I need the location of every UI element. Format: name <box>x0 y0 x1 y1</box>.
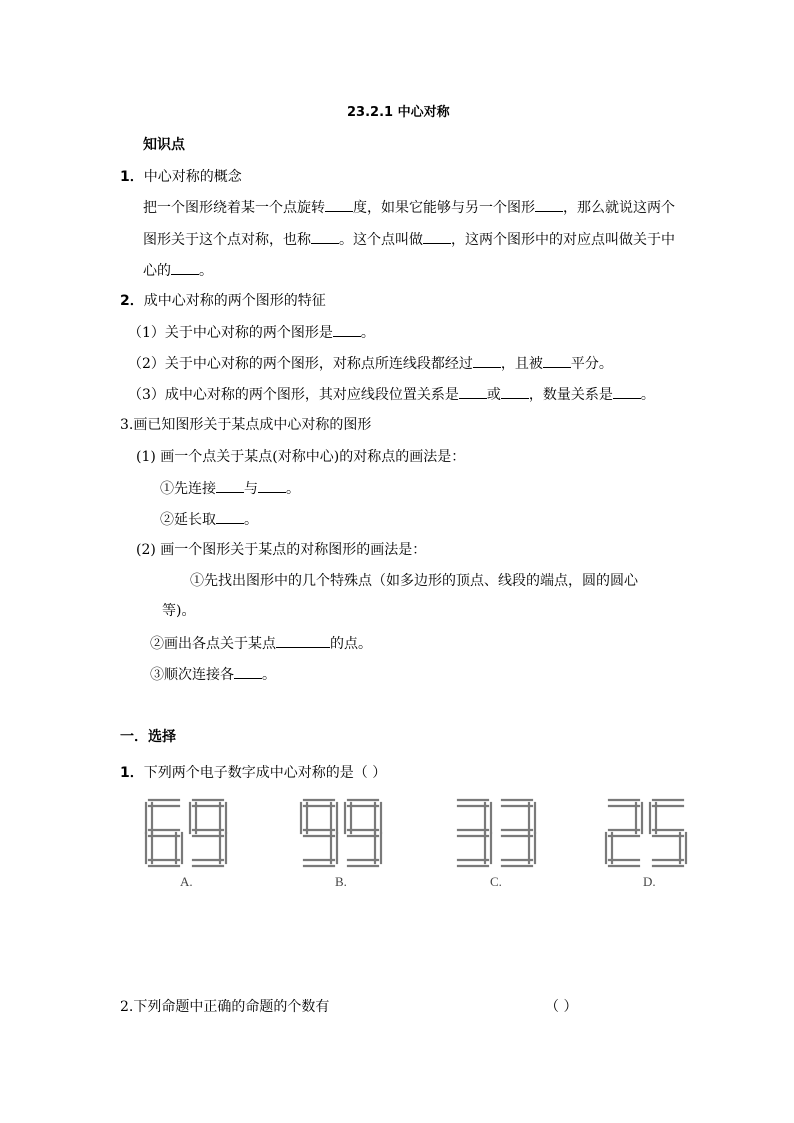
question-1-text: 下列两个电子数字成中心对称的是（ ） <box>143 765 387 781</box>
option-d-label: D. <box>643 874 656 889</box>
option-a-digits <box>143 797 231 869</box>
s2-item-2 <box>128 354 613 373</box>
text: 平分。 <box>570 356 613 372</box>
question-2-answer-paren: （ ） <box>545 999 578 1015</box>
text: ①先连接 <box>160 481 216 497</box>
text: （2）关于中心对称的两个图形，对称点所连线段都经过 <box>128 356 473 372</box>
s1-line-3 <box>143 261 213 280</box>
blank <box>171 261 199 275</box>
section-1-number: 1． <box>120 169 144 185</box>
question-1 <box>120 764 386 782</box>
text: 图形关于这个点对称，也称 <box>143 232 311 248</box>
s1-line-2 <box>143 230 675 249</box>
text: ，那么就说这两个 <box>563 200 675 216</box>
section-1-title: 中心对称的概念 <box>143 169 242 185</box>
question-2: 2.下列命题中正确的命题的个数有 <box>120 999 330 1015</box>
seven-segment-digit-icon <box>452 797 540 869</box>
text: （1）关于中心对称的两个图形是 <box>128 325 333 341</box>
s3-sub-2: (2) 画一个图形关于某点的对称图形的画法是： <box>136 542 427 558</box>
section-2-heading <box>120 292 326 310</box>
text: 。 <box>640 387 655 403</box>
text: 。 <box>360 325 375 341</box>
blank <box>333 323 361 337</box>
text: 。这个点叫做 <box>339 232 423 248</box>
text: 。 <box>199 263 213 279</box>
text: ③顺次连接各 <box>150 667 234 683</box>
blank <box>473 354 501 368</box>
option-c-label: C. <box>490 874 502 889</box>
blank <box>311 230 339 244</box>
text: 。 <box>286 481 300 497</box>
blank <box>325 198 353 212</box>
blank <box>423 230 451 244</box>
text: （3）成中心对称的两个图形，其对应线段位置关系是 <box>128 387 459 403</box>
option-b-digits <box>298 797 386 869</box>
s2-item-3 <box>128 385 655 404</box>
s3-sub-2-step-c <box>150 665 276 684</box>
s2-item-1 <box>128 323 375 342</box>
blank <box>258 479 286 493</box>
blank <box>216 479 244 493</box>
section-2-number: 2． <box>120 293 144 309</box>
text: ，数量关系是 <box>528 387 613 403</box>
seven-segment-digit-icon <box>143 797 231 869</box>
choice-heading: 一．选择 <box>120 729 176 745</box>
text: ，且被 <box>500 356 543 372</box>
text: 度，如果它能够与另一个图形 <box>353 200 535 216</box>
option-a-label: A. <box>180 874 193 889</box>
s3-sub-2-step-a-cont: 等)。 <box>162 603 196 619</box>
s3-sub-1-step-b <box>160 510 258 529</box>
seven-segment-digit-icon <box>298 797 386 869</box>
text: 与 <box>244 481 258 497</box>
s3-sub-1: (1) 画一个点关于某点(对称中心)的对称点的画法是： <box>136 449 466 465</box>
text: 的点。 <box>330 636 372 652</box>
knowledge-heading: 知识点 <box>143 137 185 153</box>
blank <box>543 354 571 368</box>
section-3-heading: 3.画已知图形关于某点成中心对称的图形 <box>120 417 372 433</box>
blank <box>535 198 563 212</box>
section-2-title: 成中心对称的两个图形的特征 <box>143 293 326 309</box>
s3-sub-2-step-b <box>150 634 372 653</box>
text: ，这两个图形中的对应点叫做关于中 <box>451 232 675 248</box>
page-title: 23.2.1 中心对称 <box>347 105 450 120</box>
question-1-number: 1． <box>120 765 144 781</box>
blank <box>216 510 244 524</box>
text: ②延长取 <box>160 512 216 528</box>
s3-sub-2-step-a: ①先找出图形中的几个特殊点（如多边形的顶点、线段的端点，圆的圆心 <box>190 573 638 589</box>
text: ②画出各点关于某点 <box>150 636 276 652</box>
blank <box>501 385 529 399</box>
blank <box>234 665 262 679</box>
text: 。 <box>262 667 276 683</box>
blank <box>459 385 487 399</box>
option-d-digits <box>603 797 691 869</box>
text: 心的 <box>143 263 171 279</box>
s3-sub-1-step-a <box>160 479 300 498</box>
blank <box>613 385 641 399</box>
option-b-label: B. <box>335 874 347 889</box>
text: 。 <box>244 512 258 528</box>
section-1-heading <box>120 168 242 186</box>
s1-line-1 <box>143 198 675 217</box>
blank <box>276 634 330 648</box>
text: 把一个图形绕着某一个点旋转 <box>143 200 325 216</box>
option-c-digits <box>452 797 540 869</box>
seven-segment-digit-icon <box>603 797 691 869</box>
text: 或 <box>486 387 501 403</box>
